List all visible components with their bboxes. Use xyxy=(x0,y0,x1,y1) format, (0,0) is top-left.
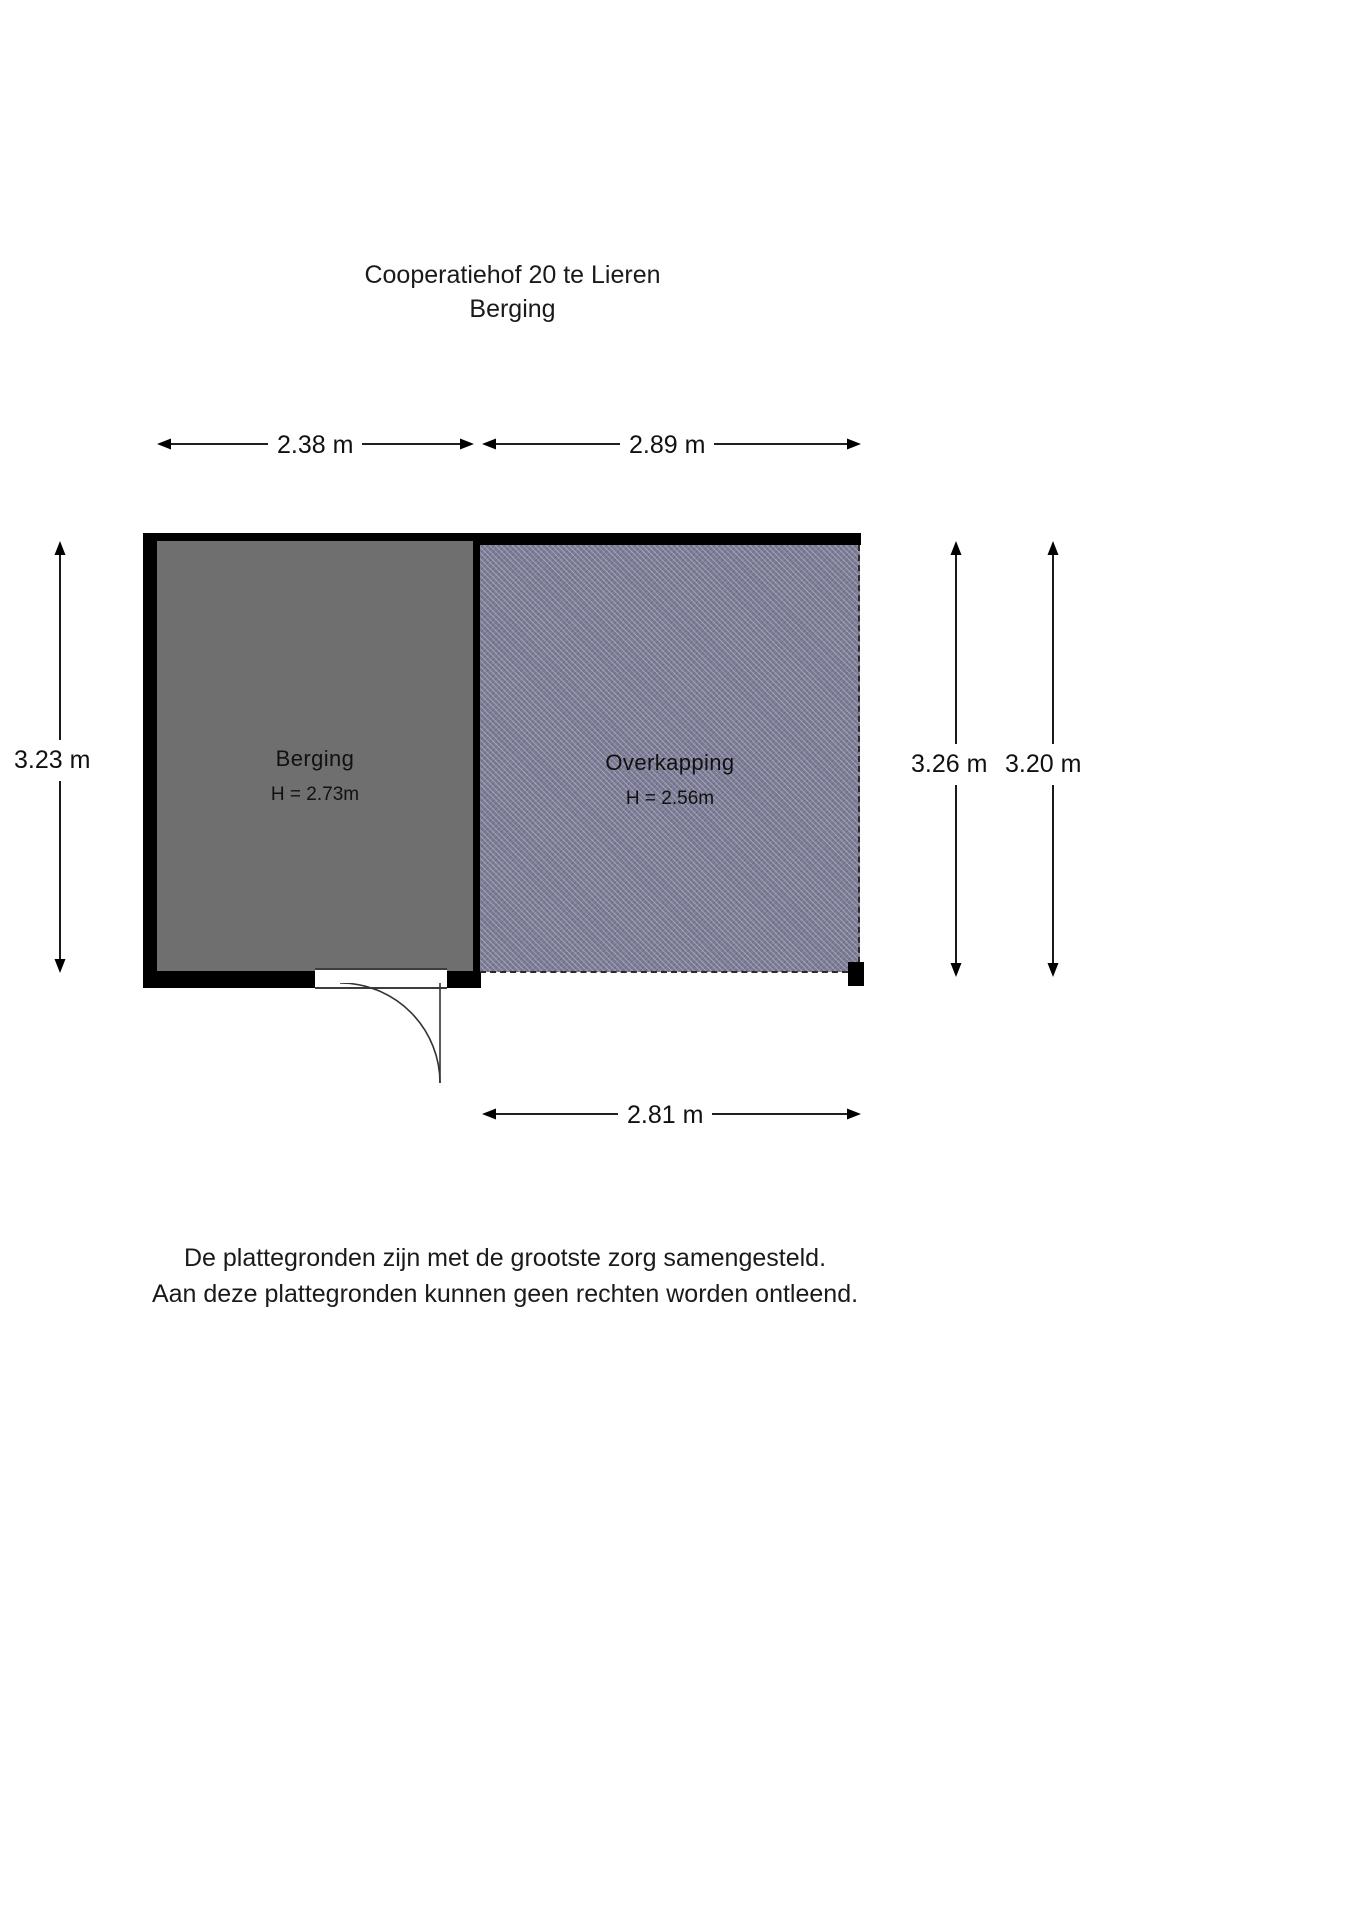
room-height-berging: H = 2.73m xyxy=(270,784,360,805)
room-label-berging xyxy=(157,745,473,808)
overkapping-top-wall xyxy=(474,533,861,545)
room-height-overkapping: H = 2.56m xyxy=(625,788,715,809)
dimension-label-right-inner: 3.26 m xyxy=(911,744,987,785)
plan-floor-name: Berging xyxy=(469,295,556,323)
disclaimer-line-2: Aan deze plattegronden kunnen geen rechten worden ontleend. xyxy=(151,1280,859,1308)
dimension-label-bottom: 2.81 m xyxy=(618,1101,712,1130)
overkapping-bottom-dashed-edge xyxy=(480,971,858,973)
room-label-overkapping xyxy=(480,749,860,812)
disclaimer-block xyxy=(0,1240,1010,1312)
dimension-label-top-left: 2.38 m xyxy=(268,431,362,460)
room-name-overkapping: Overkapping xyxy=(605,750,735,775)
plan-address: Cooperatiehof 20 te Lieren xyxy=(364,261,661,289)
door-swing-icon xyxy=(322,983,442,1087)
disclaimer-line-1: De plattegronden zijn met de grootste zorg samengesteld. xyxy=(183,1244,827,1272)
dimension-label-top-right: 2.89 m xyxy=(620,431,714,460)
overkapping-corner-pillar xyxy=(848,962,864,986)
dimension-label-right-outer: 3.20 m xyxy=(1005,744,1081,785)
dimension-label-left: 3.23 m xyxy=(14,740,90,781)
room-name-berging: Berging xyxy=(275,746,355,771)
